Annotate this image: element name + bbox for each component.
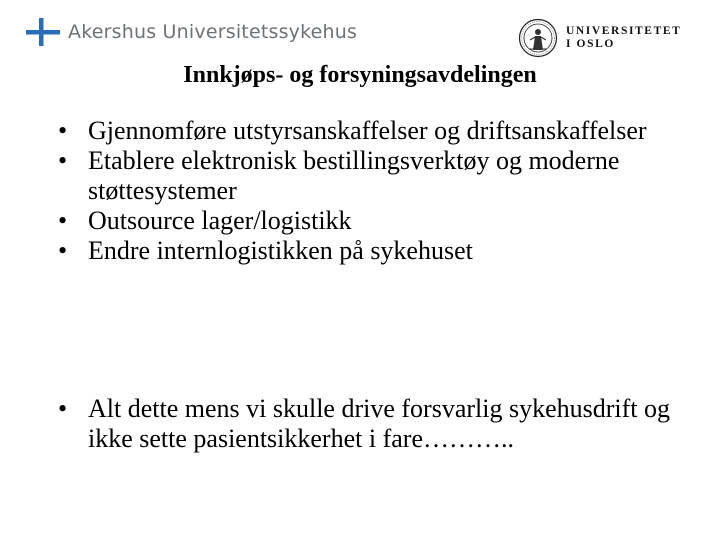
bullet-item xyxy=(58,394,678,454)
slide-title: Innkjøps- og forsyningsavdelingen xyxy=(183,62,537,88)
bullet-text: Outsource lager/logistikk xyxy=(88,206,352,235)
uio-logo xyxy=(518,16,681,60)
bullet-text: Alt dette mens vi skulle drive forsvarlig sykehusdrift og ikke sette pasientsikkerhet i fare……….. xyxy=(88,394,671,453)
bullet-dot: • xyxy=(58,236,68,265)
bullet-item xyxy=(58,116,678,146)
ahus-logo-text: Akershus Universitetssykehus xyxy=(68,21,358,43)
ahus-logo xyxy=(26,18,357,46)
ahus-cross-icon xyxy=(26,18,60,46)
bullet-dot: • xyxy=(58,146,68,175)
bullet-text: Endre internlogistikken på sykehuset xyxy=(88,236,473,265)
bullet-text: Etablere elektronisk bestillingsverktøy og moderne støttesystemer xyxy=(88,146,620,205)
bullet-dot: • xyxy=(58,206,68,235)
uio-logo-text xyxy=(566,25,681,51)
bullet-list-closing xyxy=(58,394,678,454)
uio-logo-line1: UNIVERSITETET xyxy=(566,25,682,37)
bullet-item xyxy=(58,206,678,236)
uio-logo-line2: I OSLO xyxy=(566,38,615,50)
uio-seal-icon xyxy=(518,18,558,58)
bullet-text: Gjennomføre utstyrsanskaffelser og driftsanskaffelser xyxy=(88,116,647,145)
bullet-dot: • xyxy=(58,394,68,423)
bullet-item xyxy=(58,236,678,266)
bullet-list-main xyxy=(58,116,678,266)
bullet-dot: • xyxy=(58,116,68,145)
bullet-item xyxy=(58,146,678,206)
